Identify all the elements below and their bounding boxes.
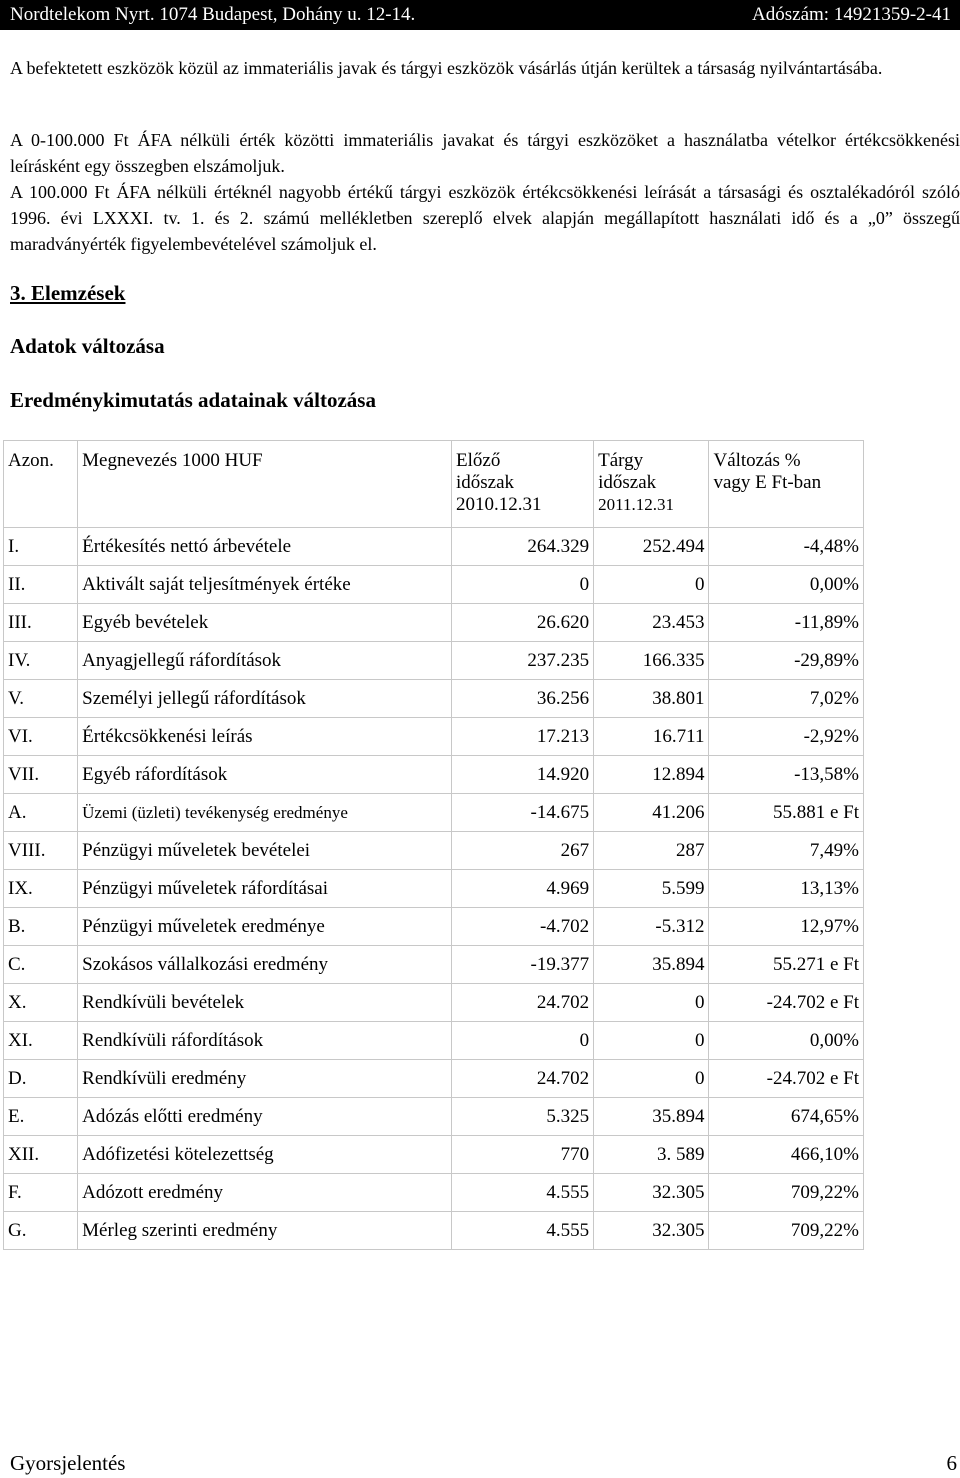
row-previous: 237.235	[452, 642, 594, 680]
footer-title: Gyorsjelentés	[10, 1451, 126, 1475]
row-previous: 770	[452, 1136, 594, 1174]
table-row	[4, 794, 864, 832]
row-change: 709,22%	[709, 1212, 864, 1250]
table-row	[4, 832, 864, 870]
row-change: -29,89%	[709, 642, 864, 680]
section-heading: 3. Elemzések	[10, 281, 126, 305]
row-name: Adózott eredmény	[78, 1174, 452, 1212]
table-title: Eredménykimutatás adatainak változása	[10, 388, 376, 412]
table-body	[4, 528, 864, 1250]
row-name: Rendkívüli eredmény	[78, 1060, 452, 1098]
row-name: Mérleg szerinti eredmény	[78, 1212, 452, 1250]
row-change: -11,89%	[709, 604, 864, 642]
row-id: A.	[4, 794, 78, 832]
table-row	[4, 1212, 864, 1250]
row-id: I.	[4, 528, 78, 566]
row-id: II.	[4, 566, 78, 604]
table-row	[4, 604, 864, 642]
row-previous: 36.256	[452, 680, 594, 718]
row-current: 5.599	[594, 870, 709, 908]
paragraph-large-assets: A 100.000 Ft ÁFA nélküli értéknél nagyobb értékű tárgyi eszközök értékcsökkenési leírását a társasági és osztalékadóról szóló 1996. évi LXXXI. tv. 1. és 2. számú mellékletben szereplő elvek alapján megállapított használati idő és a „0” összegű maradványérték figyelembevételével számoljuk el.	[10, 182, 960, 254]
row-current: 35.894	[594, 1098, 709, 1136]
row-id: VIII.	[4, 832, 78, 870]
row-change: -2,92%	[709, 718, 864, 756]
row-id: VII.	[4, 756, 78, 794]
table-row	[4, 984, 864, 1022]
row-current: 0	[594, 1060, 709, 1098]
col-header-previous-l2: időszak	[456, 472, 515, 493]
row-id: IX.	[4, 870, 78, 908]
income-statement-table	[3, 440, 864, 1250]
row-previous: 0	[452, 1022, 594, 1060]
tax-number: Adószám: 14921359-2-41	[752, 4, 951, 25]
row-change: 12,97%	[709, 908, 864, 946]
row-name: Pénzügyi műveletek ráfordításai	[78, 870, 452, 908]
row-previous: 267	[452, 832, 594, 870]
row-previous: 24.702	[452, 984, 594, 1022]
table-row	[4, 756, 864, 794]
row-current: 3. 589	[594, 1136, 709, 1174]
row-id: VI.	[4, 718, 78, 756]
company-address: Nordtelekom Nyrt. 1074 Budapest, Dohány u. 12-14.	[10, 4, 416, 25]
row-change: 709,22%	[709, 1174, 864, 1212]
page-header	[0, 0, 960, 30]
col-header-name: Megnevezés 1000 HUF	[78, 441, 452, 528]
table-row	[4, 946, 864, 984]
row-id: G.	[4, 1212, 78, 1250]
row-name: Üzemi (üzleti) tevékenység eredménye	[78, 794, 452, 832]
row-change: 466,10%	[709, 1136, 864, 1174]
table-row	[4, 1098, 864, 1136]
row-current: 23.453	[594, 604, 709, 642]
col-header-previous-l3: 2010.12.31	[456, 494, 542, 515]
row-id: D.	[4, 1060, 78, 1098]
row-id: V.	[4, 680, 78, 718]
row-current: 16.711	[594, 718, 709, 756]
row-change: 7,02%	[709, 680, 864, 718]
row-name: Anyagjellegű ráfordítások	[78, 642, 452, 680]
row-current: 32.305	[594, 1174, 709, 1212]
col-header-change-l1: Változás %	[713, 450, 801, 471]
row-change: -24.702 e Ft	[709, 1060, 864, 1098]
row-name: Szokásos vállalkozási eredmény	[78, 946, 452, 984]
row-previous: 4.555	[452, 1212, 594, 1250]
row-name: Értékcsökkenési leírás	[78, 718, 452, 756]
row-current: 38.801	[594, 680, 709, 718]
paragraph-assets-acquisition: A befektetett eszközök közül az immateriális javak és tárgyi eszközök vásárlás útján kerültek a társaság nyilvántartásába.	[10, 58, 883, 78]
row-previous: 0	[452, 566, 594, 604]
row-id: C.	[4, 946, 78, 984]
row-current: 12.894	[594, 756, 709, 794]
row-current: 252.494	[594, 528, 709, 566]
row-name: Rendkívüli ráfordítások	[78, 1022, 452, 1060]
row-current: 287	[594, 832, 709, 870]
row-change: 7,49%	[709, 832, 864, 870]
col-header-current-l1: Tárgy	[598, 450, 644, 471]
row-change: -24.702 e Ft	[709, 984, 864, 1022]
row-current: 35.894	[594, 946, 709, 984]
row-current: 32.305	[594, 1212, 709, 1250]
col-header-id: Azon.	[4, 441, 78, 528]
row-name: Személyi jellegű ráfordítások	[78, 680, 452, 718]
row-id: E.	[4, 1098, 78, 1136]
row-previous: -14.675	[452, 794, 594, 832]
table-row	[4, 718, 864, 756]
row-name: Adózás előtti eredmény	[78, 1098, 452, 1136]
row-id: III.	[4, 604, 78, 642]
row-id: B.	[4, 908, 78, 946]
table-row	[4, 1060, 864, 1098]
row-id: IV.	[4, 642, 78, 680]
table-row	[4, 908, 864, 946]
row-previous: 4.969	[452, 870, 594, 908]
col-header-current-l2: időszak	[598, 472, 657, 493]
table-row	[4, 642, 864, 680]
row-name: Pénzügyi műveletek bevételei	[78, 832, 452, 870]
page-footer	[10, 1451, 957, 1476]
row-change: 55.271 e Ft	[709, 946, 864, 984]
row-current: -5.312	[594, 908, 709, 946]
row-previous: -4.702	[452, 908, 594, 946]
row-current: 41.206	[594, 794, 709, 832]
row-change: 0,00%	[709, 566, 864, 604]
row-current: 0	[594, 984, 709, 1022]
paragraph-depreciation-block	[10, 127, 960, 257]
table-row	[4, 1174, 864, 1212]
row-change: -4,48%	[709, 528, 864, 566]
row-previous: 14.920	[452, 756, 594, 794]
col-header-current	[594, 441, 709, 528]
table-row	[4, 1022, 864, 1060]
subsection-heading: Adatok változása	[10, 334, 165, 358]
row-name: Értékesítés nettó árbevétele	[78, 528, 452, 566]
page-number: 6	[946, 1451, 957, 1475]
table-row	[4, 528, 864, 566]
row-change: -13,58%	[709, 756, 864, 794]
row-previous: 5.325	[452, 1098, 594, 1136]
row-change: 674,65%	[709, 1098, 864, 1136]
row-id: XII.	[4, 1136, 78, 1174]
col-header-current-l3: 2011.12.31	[598, 495, 674, 514]
row-previous: 26.620	[452, 604, 594, 642]
row-change: 13,13%	[709, 870, 864, 908]
row-current: 0	[594, 1022, 709, 1060]
row-change: 55.881 e Ft	[709, 794, 864, 832]
table-row	[4, 680, 864, 718]
col-header-previous	[452, 441, 594, 528]
row-id: F.	[4, 1174, 78, 1212]
row-previous: 24.702	[452, 1060, 594, 1098]
col-header-previous-l1: Előző	[456, 450, 501, 471]
row-previous: -19.377	[452, 946, 594, 984]
row-change: 0,00%	[709, 1022, 864, 1060]
row-name: Rendkívüli bevételek	[78, 984, 452, 1022]
table-row	[4, 1136, 864, 1174]
row-previous: 17.213	[452, 718, 594, 756]
row-previous: 264.329	[452, 528, 594, 566]
table-row	[4, 566, 864, 604]
row-name: Egyéb bevételek	[78, 604, 452, 642]
table-row	[4, 870, 864, 908]
row-id: X.	[4, 984, 78, 1022]
row-previous: 4.555	[452, 1174, 594, 1212]
col-header-change	[709, 441, 864, 528]
row-name: Aktivált saját teljesítmények értéke	[78, 566, 452, 604]
row-current: 0	[594, 566, 709, 604]
col-header-change-l2: vagy E Ft-ban	[713, 472, 822, 493]
row-id: XI.	[4, 1022, 78, 1060]
table-header-row	[4, 441, 864, 528]
row-name: Adófizetési kötelezettség	[78, 1136, 452, 1174]
row-name: Egyéb ráfordítások	[78, 756, 452, 794]
paragraph-small-assets: A 0-100.000 Ft ÁFA nélküli érték közötti immateriális javakat és tárgyi eszközöket a használatba vételkor értékcsökkenési leírásként egy összegben elszámoljuk.	[10, 130, 960, 176]
row-current: 166.335	[594, 642, 709, 680]
row-name: Pénzügyi műveletek eredménye	[78, 908, 452, 946]
